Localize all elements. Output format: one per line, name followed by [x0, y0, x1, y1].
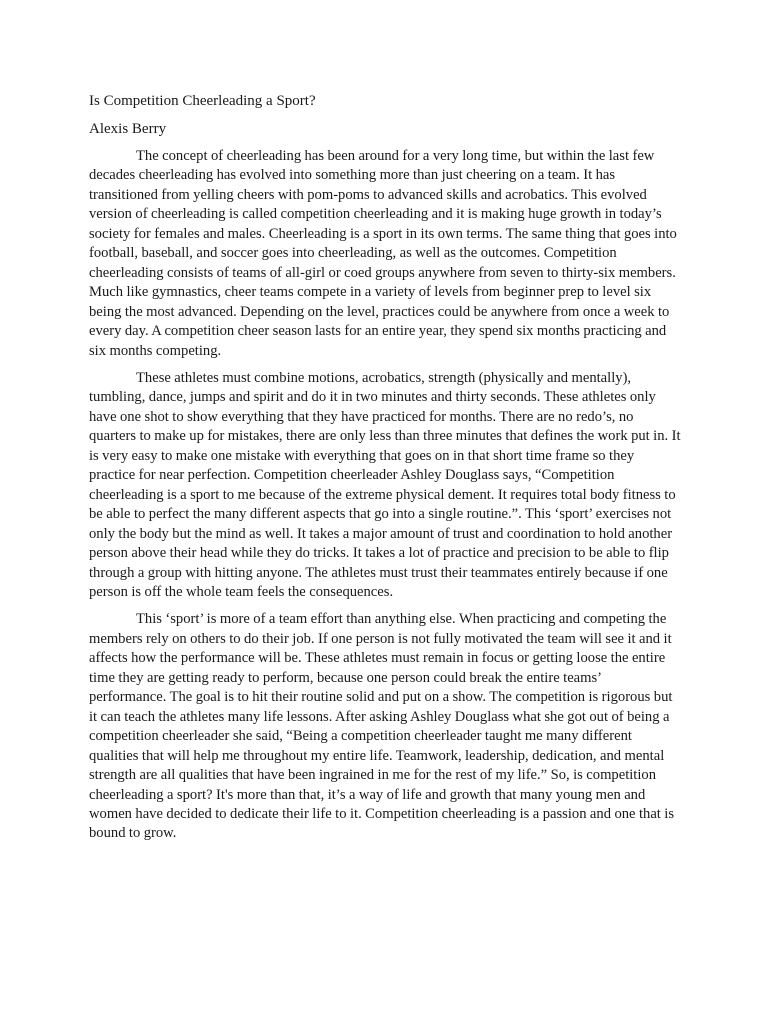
- paragraph-2: These athletes must combine motions, acrobatics, strength (physically and mentally), tumbling, dance, jumps and spirit and do it in two minutes and thirty seconds. These athletes only have one shot to show everything that they have practiced for months. There are no redo’s, no quarters to make up for mistakes, there are only less than three minutes that defines the work put in. It is very easy to make one mistake with everything that goes on in that short time frame so they practice for near perfection. Competition cheerleader Ashley Douglass says, “Competition cheerleading is a sport to me because of the extreme physical dement. It requires total body fitness to be able to perfect the many different aspects that go into a single routine.”. This ‘sport’ exercises not only the body but the mind as well. It takes a major amount of trust and coordination to hold another person above their head while they do tricks. It takes a lot of practice and precision to be able to flip through a group with hitting anyone. The athletes must trust their teammates entirely because if one person is off the whole team feels the consequences.: [89, 369, 681, 600]
- paragraph-1: The concept of cheerleading has been around for a very long time, but within the last few decades cheerleading has evolved into something more than just cheering on a team. It has transitioned from yelling cheers with pom-poms to advanced skills and acrobatics. This evolved version of cheerleading is called competition cheerleading and it is making huge growth in today’s society for females and males. Cheerleading is a sport in its own terms. The same thing that goes into football, baseball, and soccer goes into cheerleading, as well as the outcomes. Competition cheerleading consists of teams of all-girl or coed groups anywhere from seven to thirty-six members. Much like gymnastics, cheer teams compete in a variety of levels from beginner prep to level six being the most advanced. Depending on the level, practices could be anywhere from once a week to every day. A competition cheer season lasts for an entire year, they spend six months practicing and six months competing.: [89, 148, 677, 359]
- document-body: [89, 92, 681, 852]
- document-title: Is Competition Cheerleading a Sport?: [89, 93, 316, 109]
- document-author: Alexis Berry: [89, 120, 167, 137]
- paragraph-3: This ‘sport’ is more of a team effort than anything else. When practicing and competing the members rely on others to do their job. If one person is not fully motivated the team will see it and it affects how the performance will be. These athletes must remain in focus or getting loose the entire time they are getting ready to perform, because one person could break the entire teams’ performance. The goal is to hit their routine solid and put on a show. The competition is rigorous but it can teach the athletes many life lessons. After asking Ashley Douglass what she got out of being a competition cheerleader she said, “Being a competition cheerleader taught me many different qualities that will help me throughout my entire life. Teamwork, leadership, dedication, and mental strength are all qualities that have been ingrained in me for the rest of my life.” So, is competition cheerleading a sport? It's more than that, it’s a way of life and growth that many young men and women have decided to dedicate their life to it. Competition cheerleading is a passion and one that is bound to grow.: [89, 611, 675, 842]
